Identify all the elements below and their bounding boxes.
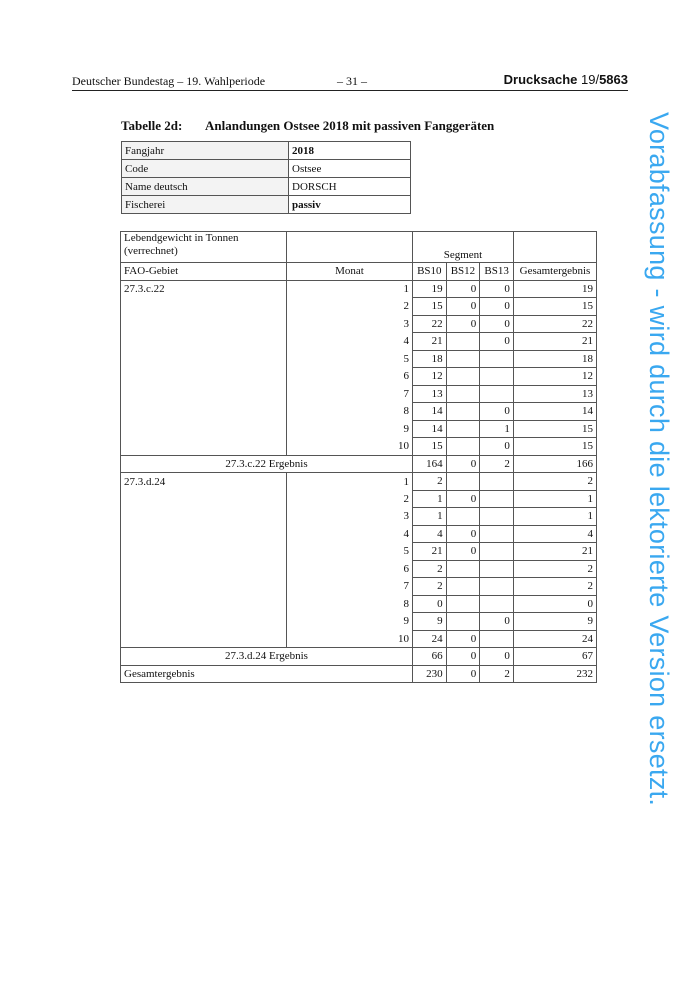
header-page-number: – 31 – <box>337 74 367 88</box>
bs12-cell <box>446 420 480 438</box>
header-publication: Deutscher Bundestag – 19. Wahlperiode <box>72 74 266 88</box>
total-cell: 9 <box>513 613 596 631</box>
bs13-cell <box>480 578 514 596</box>
col-header-bs13: BS13 <box>480 263 514 281</box>
grand-total-label: Gesamtergebnis <box>121 665 413 683</box>
header-doc-label: Drucksache <box>503 72 578 87</box>
bs12-cell: 0 <box>446 525 480 543</box>
bs12-cell: 0 <box>446 543 480 561</box>
total-cell: 1 <box>513 508 596 526</box>
meta-row <box>122 196 411 214</box>
bs10-cell: 2 <box>413 578 447 596</box>
bs13-cell <box>480 595 514 613</box>
bs13-cell: 0 <box>480 280 514 298</box>
bs10-cell: 4 <box>413 525 447 543</box>
bs10-cell: 2 <box>413 473 447 491</box>
bs12-cell <box>446 438 480 456</box>
total-cell: 14 <box>513 403 596 421</box>
month-cell: 3 <box>287 508 413 526</box>
grand-total-row <box>121 665 597 683</box>
total-cell: 13 <box>513 385 596 403</box>
table-label: Tabelle 2d: <box>121 118 183 133</box>
bs12-cell <box>446 385 480 403</box>
subtotal-row <box>121 455 597 473</box>
table-row <box>121 543 597 561</box>
total-cell: 2 <box>513 560 596 578</box>
subtotal-label: 27.3.d.24 Ergebnis <box>121 648 413 666</box>
area-cell <box>121 560 287 578</box>
area-cell: 27.3.d.24 <box>121 473 287 491</box>
area-cell <box>121 368 287 386</box>
area-cell <box>121 630 287 648</box>
header-doc-number: 5863 <box>599 72 628 87</box>
weight-header-cell <box>121 232 287 263</box>
bs13-cell: 0 <box>480 438 514 456</box>
bs12-cell <box>446 595 480 613</box>
month-cell: 5 <box>287 350 413 368</box>
month-cell: 2 <box>287 298 413 316</box>
bs13-cell: 0 <box>480 333 514 351</box>
subtotal-bs13: 0 <box>480 648 514 666</box>
meta-value: DORSCH <box>289 178 411 196</box>
total-cell: 12 <box>513 368 596 386</box>
meta-value: Ostsee <box>289 160 411 178</box>
bs13-cell: 0 <box>480 315 514 333</box>
area-cell <box>121 438 287 456</box>
area-cell: 27.3.c.22 <box>121 280 287 298</box>
col-header-total: Gesamtergebnis <box>513 263 596 281</box>
month-cell: 1 <box>287 280 413 298</box>
area-cell <box>121 578 287 596</box>
bs12-cell <box>446 350 480 368</box>
month-cell: 9 <box>287 613 413 631</box>
subtotal-label: 27.3.c.22 Ergebnis <box>121 455 413 473</box>
area-cell <box>121 508 287 526</box>
header-document-number <box>504 72 628 87</box>
bs10-cell: 0 <box>413 595 447 613</box>
empty-header-cell <box>287 232 413 263</box>
total-cell: 15 <box>513 420 596 438</box>
month-cell: 7 <box>287 578 413 596</box>
table-row <box>121 490 597 508</box>
meta-key: Fischerei <box>122 196 289 214</box>
table-header-row <box>121 232 597 263</box>
month-cell: 5 <box>287 543 413 561</box>
bs13-cell: 0 <box>480 613 514 631</box>
bs10-cell: 15 <box>413 298 447 316</box>
table-row <box>121 508 597 526</box>
month-cell: 8 <box>287 403 413 421</box>
bs12-cell <box>446 578 480 596</box>
total-cell: 4 <box>513 525 596 543</box>
bs13-cell: 1 <box>480 420 514 438</box>
area-cell <box>121 490 287 508</box>
bs10-cell: 2 <box>413 560 447 578</box>
bs12-cell <box>446 368 480 386</box>
table-row <box>121 473 597 491</box>
table-row <box>121 315 597 333</box>
month-cell: 4 <box>287 333 413 351</box>
total-cell: 18 <box>513 350 596 368</box>
table-row <box>121 403 597 421</box>
meta-row <box>122 142 411 160</box>
month-cell: 2 <box>287 490 413 508</box>
bs10-cell: 14 <box>413 403 447 421</box>
area-cell <box>121 543 287 561</box>
table-row <box>121 630 597 648</box>
area-cell <box>121 333 287 351</box>
table-row <box>121 525 597 543</box>
bs13-cell <box>480 350 514 368</box>
col-header-bs12: BS12 <box>446 263 480 281</box>
area-cell <box>121 420 287 438</box>
subtotal-row <box>121 648 597 666</box>
total-cell: 15 <box>513 438 596 456</box>
bs10-cell: 13 <box>413 385 447 403</box>
meta-key: Fangjahr <box>122 142 289 160</box>
table-row <box>121 578 597 596</box>
total-cell: 2 <box>513 473 596 491</box>
meta-key: Code <box>122 160 289 178</box>
month-cell: 6 <box>287 560 413 578</box>
area-cell <box>121 315 287 333</box>
col-header-month: Monat <box>287 263 413 281</box>
month-cell: 7 <box>287 385 413 403</box>
bs13-cell <box>480 508 514 526</box>
total-cell: 0 <box>513 595 596 613</box>
segment-header: Segment <box>413 232 514 263</box>
table-row <box>121 350 597 368</box>
bs10-cell: 21 <box>413 543 447 561</box>
area-cell <box>121 350 287 368</box>
bs10-cell: 22 <box>413 315 447 333</box>
column-header-row <box>121 263 597 281</box>
bs12-cell <box>446 508 480 526</box>
total-cell: 15 <box>513 298 596 316</box>
month-cell: 10 <box>287 438 413 456</box>
month-cell: 1 <box>287 473 413 491</box>
meta-key: Name deutsch <box>122 178 289 196</box>
total-cell: 24 <box>513 630 596 648</box>
bs13-cell <box>480 473 514 491</box>
bs10-cell: 9 <box>413 613 447 631</box>
area-cell <box>121 298 287 316</box>
bs13-cell: 0 <box>480 298 514 316</box>
bs10-cell: 19 <box>413 280 447 298</box>
bs10-cell: 15 <box>413 438 447 456</box>
total-cell: 1 <box>513 490 596 508</box>
month-cell: 8 <box>287 595 413 613</box>
subtotal-total: 67 <box>513 648 596 666</box>
meta-row <box>122 160 411 178</box>
meta-row <box>122 178 411 196</box>
bs12-cell: 0 <box>446 280 480 298</box>
area-cell <box>121 525 287 543</box>
col-header-area: FAO-Gebiet <box>121 263 287 281</box>
bs12-cell <box>446 560 480 578</box>
subtotal-total: 166 <box>513 455 596 473</box>
bs13-cell <box>480 560 514 578</box>
area-cell <box>121 595 287 613</box>
subtotal-bs12: 0 <box>446 648 480 666</box>
bs10-cell: 18 <box>413 350 447 368</box>
bs13-cell <box>480 490 514 508</box>
meta-value: 2018 <box>289 142 411 160</box>
bs12-cell: 0 <box>446 298 480 316</box>
total-cell: 2 <box>513 578 596 596</box>
table-row <box>121 560 597 578</box>
bs12-cell <box>446 473 480 491</box>
table-row <box>121 280 597 298</box>
bs12-cell: 0 <box>446 315 480 333</box>
subtotal-bs10: 164 <box>413 455 447 473</box>
bs10-cell: 14 <box>413 420 447 438</box>
total-cell: 19 <box>513 280 596 298</box>
month-cell: 6 <box>287 368 413 386</box>
empty-header-cell <box>513 232 596 263</box>
bs10-cell: 1 <box>413 508 447 526</box>
table-title: Anlandungen Ostsee 2018 mit passiven Fanggeräten <box>205 118 495 133</box>
table-row <box>121 333 597 351</box>
bs12-cell: 0 <box>446 490 480 508</box>
subtotal-bs10: 66 <box>413 648 447 666</box>
weight-header-line2: (verrechnet) <box>124 245 178 257</box>
month-cell: 3 <box>287 315 413 333</box>
meta-value: passiv <box>289 196 411 214</box>
bs10-cell: 21 <box>413 333 447 351</box>
bs13-cell <box>480 525 514 543</box>
subtotal-bs12: 0 <box>446 455 480 473</box>
bs13-cell: 0 <box>480 403 514 421</box>
draft-watermark: Vorabfassung - wird durch die lektorierte Version ersetzt. <box>644 112 674 807</box>
table-row <box>121 385 597 403</box>
bs10-cell: 12 <box>413 368 447 386</box>
bs12-cell <box>446 613 480 631</box>
table-row <box>121 613 597 631</box>
page-header <box>72 72 628 91</box>
bs12-cell <box>446 403 480 421</box>
meta-table <box>121 141 411 214</box>
table-row <box>121 298 597 316</box>
bs13-cell <box>480 368 514 386</box>
total-cell: 22 <box>513 315 596 333</box>
bs13-cell <box>480 385 514 403</box>
bs12-cell <box>446 333 480 351</box>
total-cell: 21 <box>513 333 596 351</box>
table-row <box>121 595 597 613</box>
area-cell <box>121 613 287 631</box>
grand-total-total: 232 <box>513 665 596 683</box>
table-row <box>121 438 597 456</box>
bs13-cell <box>480 543 514 561</box>
grand-total-bs10: 230 <box>413 665 447 683</box>
landings-table <box>120 231 597 683</box>
subtotal-bs13: 2 <box>480 455 514 473</box>
col-header-bs10: BS10 <box>413 263 447 281</box>
total-cell: 21 <box>513 543 596 561</box>
area-cell <box>121 385 287 403</box>
bs10-cell: 1 <box>413 490 447 508</box>
month-cell: 9 <box>287 420 413 438</box>
grand-total-bs12: 0 <box>446 665 480 683</box>
grand-total-bs13: 2 <box>480 665 514 683</box>
bs13-cell <box>480 630 514 648</box>
bs12-cell: 0 <box>446 630 480 648</box>
month-cell: 4 <box>287 525 413 543</box>
header-doc-number-prefix: 19/ <box>581 72 600 87</box>
table-row <box>121 420 597 438</box>
month-cell: 10 <box>287 630 413 648</box>
area-cell <box>121 403 287 421</box>
bs10-cell: 24 <box>413 630 447 648</box>
table-row <box>121 368 597 386</box>
weight-header-line1: Lebendgewicht in Tonnen <box>124 232 239 244</box>
